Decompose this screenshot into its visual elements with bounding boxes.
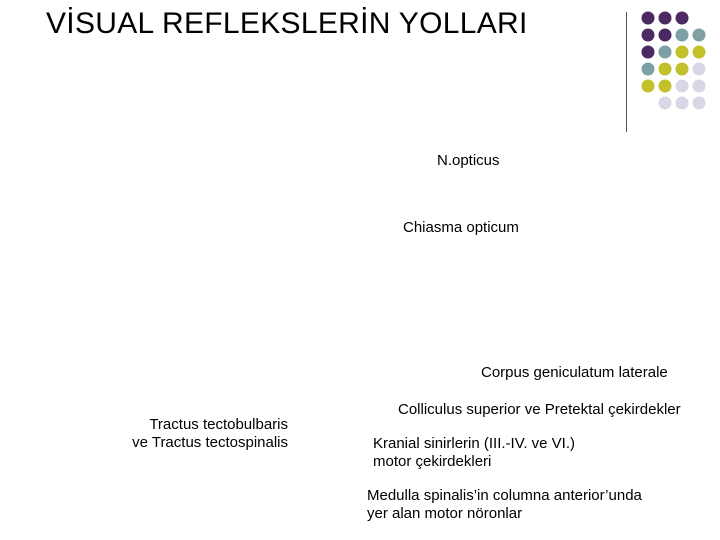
label-kranial-sinirler: [373, 435, 633, 471]
decorative-dot: [693, 80, 706, 93]
decorative-dot-grid: [640, 10, 720, 120]
decorative-dot: [642, 63, 655, 76]
label-colliculus-superior: Colliculus superior ve Pretektal çekirdekler: [398, 401, 681, 418]
decorative-dot: [659, 63, 672, 76]
label-tractus-line1: Tractus tectobulbaris: [149, 416, 288, 433]
label-kranial-line2: motor çekirdekleri: [373, 453, 492, 470]
decorative-dot: [676, 63, 689, 76]
decorative-dot: [659, 29, 672, 42]
decorative-dot: [642, 29, 655, 42]
label-kranial-line1: Kranial sinirlerin (III.-IV. ve VI.): [373, 435, 576, 452]
decorative-dot: [693, 63, 706, 76]
decorative-dot: [693, 97, 706, 110]
decorative-dot: [676, 12, 689, 25]
label-corpus-geniculatum: Corpus geniculatum laterale: [481, 364, 668, 381]
decorative-dot: [659, 80, 672, 93]
label-medulla-line2: yer alan motor nöronlar: [367, 505, 523, 522]
decorative-dot: [693, 46, 706, 59]
decorative-dot: [676, 29, 689, 42]
decorative-dot: [659, 46, 672, 59]
label-medulla-spinalis: [367, 487, 687, 523]
decorative-dot: [642, 80, 655, 93]
decorative-dot: [676, 97, 689, 110]
decorative-dot: [659, 12, 672, 25]
decorative-dot: [642, 46, 655, 59]
decorative-dot: [659, 97, 672, 110]
decorative-dot: [642, 12, 655, 25]
divider-line: [626, 12, 627, 132]
label-tractus-line2: ve Tractus tectospinalis: [132, 434, 288, 451]
label-n-opticus: N.opticus: [437, 152, 500, 169]
label-medulla-line1: Medulla spinalis’in columna anterior’unda: [367, 487, 642, 504]
label-chiasma-opticum: Chiasma opticum: [403, 219, 519, 236]
slide-title: VİSUAL REFLEKSLERİN YOLLARI: [46, 7, 528, 40]
decorative-dot: [693, 29, 706, 42]
label-tractus: [100, 416, 288, 452]
decorative-dot: [676, 46, 689, 59]
decorative-dot: [676, 80, 689, 93]
